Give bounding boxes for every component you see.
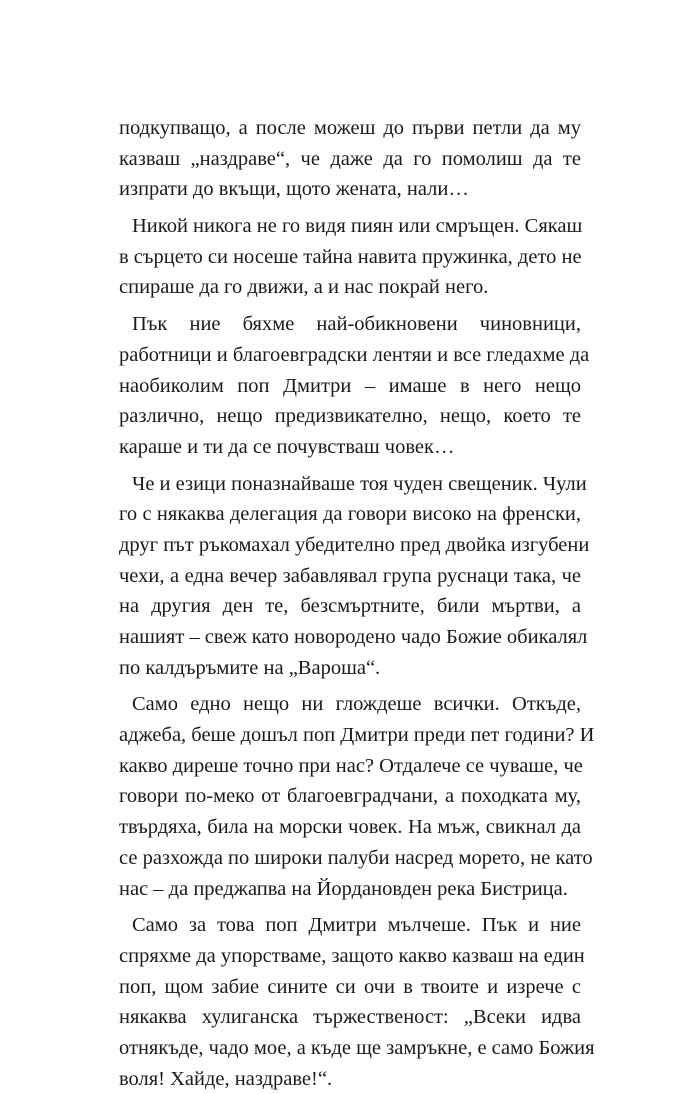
text-line: чехи, а една вечер забавлявал група руснаци така, че	[119, 564, 581, 587]
text-line: на другия ден те, безсмъртните, били мъртви, а	[119, 595, 581, 618]
text-line: наобиколим поп Дмитри – имаше в него нещо	[119, 374, 581, 397]
text-line: подкупващо, а после можеш до първи петли да му	[119, 117, 581, 139]
text-line: поп, щом забие сините си очи в твоите и изрече с	[119, 975, 581, 998]
text-line: говори по-меко от благоевградчани, а походката му,	[119, 785, 581, 808]
text-line: какво диреше точно при нас? Отдалече се чуваше, че	[119, 754, 583, 777]
text-line: твърдяха, била на морски човек. На мъж, свикнал да	[119, 816, 581, 839]
text-line: по калдъръмите на „Вароша“.	[119, 656, 381, 679]
text-line: Само за това поп Дмитри мълчеше. Пък и ние	[132, 914, 581, 937]
text-line: друг път ръкомахал убедително пред двойка изгубени	[119, 533, 590, 556]
paragraph	[119, 211, 581, 303]
paragraph	[119, 309, 590, 462]
text-line: Че и езици поназнайваше тоя чуден свещеник. Чули	[132, 472, 587, 495]
paragraph	[119, 469, 590, 684]
text-line: аджеба, беше дошъл поп Дмитри преди пет години? И	[119, 724, 595, 747]
paragraph	[119, 113, 581, 205]
text-line: отнякъде, чадо мое, а къде ще замръкне, е само Божия	[119, 1036, 595, 1059]
text-line: в сърцето си носеше тайна навита пружинка, дето не	[119, 245, 582, 268]
text-line: различно, нещо предизвикателно, нещо, което те	[119, 405, 581, 428]
paragraph	[119, 910, 595, 1094]
body-text	[119, 113, 595, 1094]
text-line: работници и благоевградски лентяи и все гледахме да	[119, 343, 590, 366]
paragraph	[119, 689, 595, 904]
text-line: спираше да го движи, а и нас покрай него.	[119, 276, 489, 299]
text-line: Никой никога не го видя пиян или смръщен. Сякаш	[132, 215, 583, 238]
text-line: воля! Хайде, наздраве!“.	[119, 1067, 333, 1090]
text-line: се разхожда по широки палуби насред морето, не като	[119, 846, 593, 869]
text-line: го с някаква делегация да говори високо на френски,	[119, 503, 581, 526]
text-line: нас – да преджапва на Йордановден река Бистрица.	[119, 877, 568, 900]
text-line: някаква хулиганска тържественост: „Всеки идва	[119, 1006, 581, 1029]
text-line: Пък ние бяхме най-обикновени чиновници,	[132, 313, 581, 336]
text-line: нашият – свеж като новородено чадо Божие обикалял	[119, 626, 588, 648]
text-line: Само едно нещо ни глождеше всички. Откъде,	[132, 693, 581, 716]
text-line: караше и ти да се почувстваш човек…	[119, 435, 455, 458]
text-line: спряхме да упорстваме, защото какво казваш на един	[119, 944, 585, 967]
text-line: казваш „наздраве“, че даже да го помолиш да те	[119, 147, 581, 170]
text-line: изпрати до вкъщи, щото жената, нали…	[119, 178, 469, 201]
